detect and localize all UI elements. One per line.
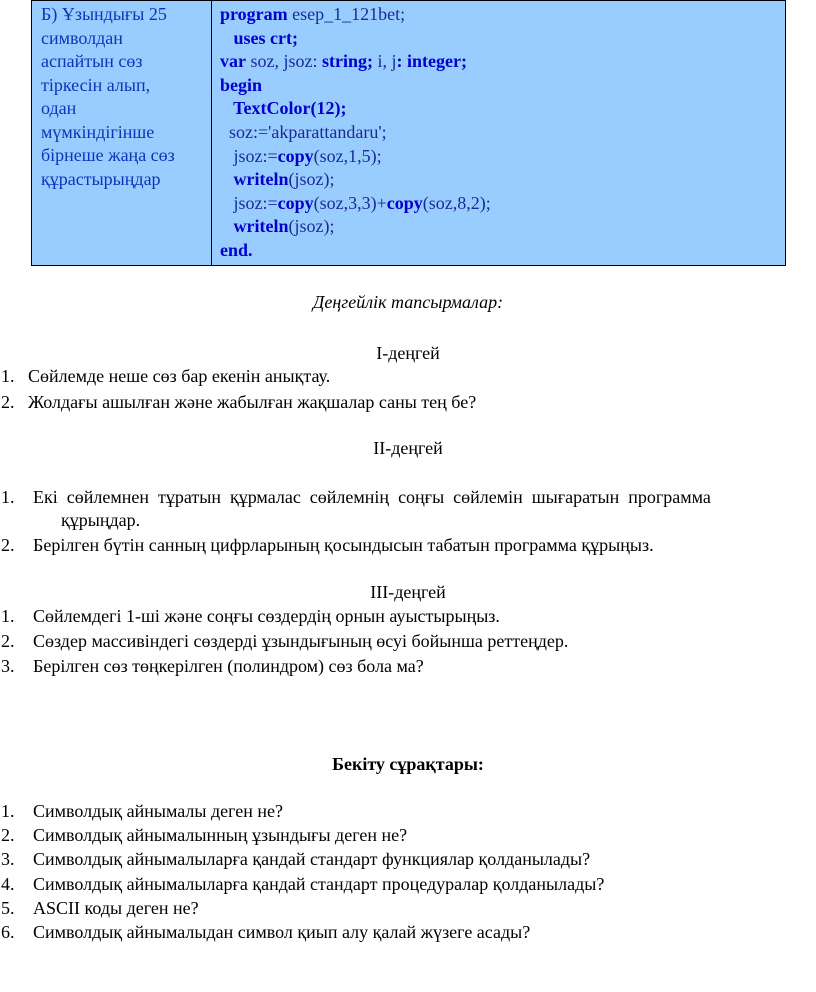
task-line: Б) Ұзындығы 25 [41,4,167,24]
question-item: Символдық айнымалы деген не? [33,801,284,821]
code-text: soz, jsoz: [246,51,322,72]
list-number: 1. [1,606,15,626]
code-keyword: string; [322,51,373,72]
task-line: символдан [41,27,123,48]
code-text: (jsoz); [288,216,335,237]
level3-title: ІІІ-деңгей [370,582,446,602]
question-item: ASCII коды деген не? [33,898,199,918]
code-text: (soz,8,2); [422,192,491,213]
level1-item: Жолдағы ашылған және жабылған жақшалар саны тең бе? [28,392,477,412]
list-number: 2. [1,631,15,651]
level2-title: ІІ-деңгей [373,438,443,458]
code-text: jsoz:= [220,192,278,213]
code-line [220,192,785,216]
list-number: 3. [1,656,15,676]
task-line: құрастырыңдар [41,168,161,189]
code-keyword: copy [277,192,314,213]
code-text: jsoz:= [220,145,278,166]
level1-item: Сөйлемде неше сөз бар екенін анықтау. [28,366,331,386]
section-title: Деңгейлік тапсырмалар: [312,292,504,312]
code-keyword: writeln [233,216,289,237]
code-line [220,97,785,121]
task-line: аспайтын сөз [41,51,143,71]
code-line [220,168,785,192]
code-keyword: copy [386,192,423,213]
code-line [220,74,785,98]
code-line [220,121,785,145]
code-keyword: uses crt; [220,27,298,48]
questions-title: Бекіту сұрақтары: [332,754,484,774]
code-text [220,169,234,189]
code-keyword: program [220,4,288,24]
code-text: (jsoz); [288,169,335,190]
code-keyword: writeln [233,169,289,190]
list-number: 5. [1,898,15,918]
list-number: 1. [1,366,15,386]
code-text [220,216,234,236]
question-item: Символдық айнымалыларға қандай стандарт процедуралар қолданылады? [33,874,605,894]
task-description-cell [32,1,212,265]
code-line [220,27,785,51]
list-number: 6. [1,922,15,942]
code-line [220,50,785,74]
task-table [31,0,786,266]
code-text: i, j [373,51,397,72]
list-number: 4. [1,874,15,894]
question-item: Символдық айнымалыдан символ қиып алу қалай жүзеге асады? [33,922,531,942]
code-text: esep_1_121bet; [287,4,406,24]
level1-title: І-деңгей [376,343,440,363]
task-line: бірнеше жаңа сөз [41,145,175,165]
code-keyword: begin [220,74,263,95]
code-keyword: TextColor(12); [220,98,347,119]
level2-item: Берілген бүтін санның цифрларының қосындысын табатын программа құрыңыз. [33,535,654,555]
code-line [220,3,785,27]
code-keyword: var [220,51,246,72]
list-number: 1. [1,487,15,507]
task-line: тіркесін алып, [41,74,151,95]
list-number: 2. [1,392,15,412]
question-item: Символдық айнымалыларға қандай стандарт функциялар қолданылады? [33,849,591,869]
task-line: одан [41,98,77,118]
code-keyword: end. [220,239,253,260]
code-keyword: : integer; [396,51,467,72]
level3-item: Берілген сөз төңкерілген (полиндром) сөз бола ма? [33,656,424,676]
level3-item: Сөйлемдегі 1-ші және соңғы сөздердің орнын ауыстырыңыз. [33,606,500,626]
code-keyword: copy [277,145,314,166]
code-text: (soz,3,3)+ [313,192,387,213]
code-cell [212,1,785,265]
list-number: 3. [1,849,15,869]
code-line [220,145,785,169]
task-line: мүмкіндігінше [41,121,155,142]
level2-item: Екі сөйлемнен тұратын құрмалас сөйлемнің соңғы сөйлемін шығаратын программа [33,487,711,507]
level3-item: Сөздер массивіндегі сөздерді ұзындығының өсуі бойынша реттеңдер. [33,631,569,651]
list-number: 2. [1,825,15,845]
question-item: Символдық айнымалынның ұзындығы деген не? [33,825,408,845]
list-number: 1. [1,801,15,821]
list-number: 2. [1,535,15,555]
code-text: soz:='akparattandaru'; [220,121,387,142]
code-text: (soz,1,5); [313,145,382,166]
level2-item-continuation: құрыңдар. [61,510,141,530]
code-line [220,215,785,239]
code-line [220,239,785,263]
